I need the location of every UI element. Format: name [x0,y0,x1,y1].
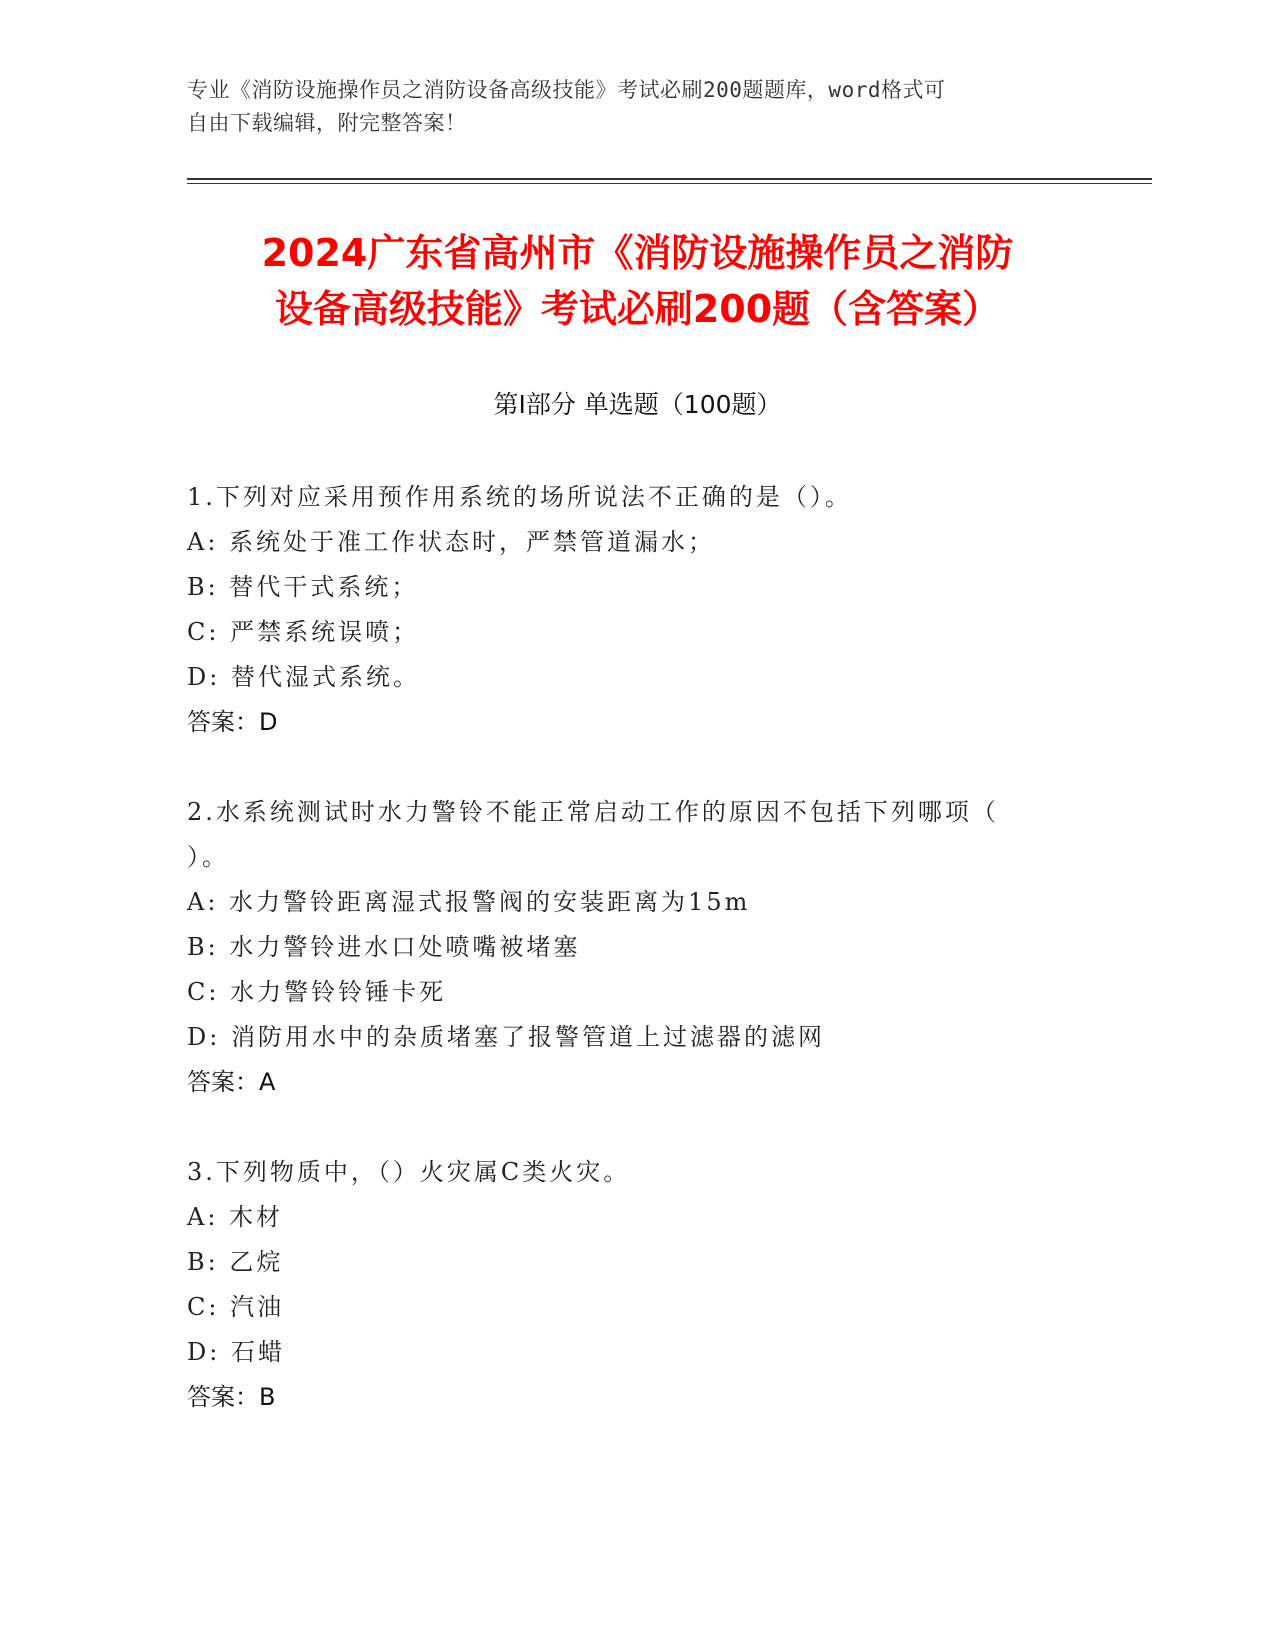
question-stem: 3.下列物质中，（）火灾属C类火灾。 [187,1158,631,1186]
answer: 答案：B [187,1383,276,1411]
question-1 [187,475,1087,745]
question-list [187,475,1087,1465]
document-title-line-2: 设备高级技能》考试必刷200题（含答案） [274,287,1001,331]
question-stem-continued: ）。 [187,843,229,871]
option-b: B: 水力警铃进水口处喷嘴被堵塞 [187,933,581,961]
question-3 [187,1150,1087,1420]
question-stem: 1.下列对应采用预作用系统的场所说法不正确的是（）。 [187,483,852,511]
option-d: D: 消防用水中的杂质堵塞了报警管道上过滤器的滤网 [187,1023,825,1051]
section-title: 第Ⅰ部分 单选题（100题） [493,390,782,419]
option-d: D: 替代湿式系统。 [187,663,420,691]
option-c: C: 汽油 [187,1293,285,1321]
option-a: A: 木材 [187,1203,284,1231]
option-b: B: 替代干式系统； [187,573,419,601]
document-title [150,225,1125,337]
option-a: A: 水力警铃距离湿式报警阀的安装距离为15m [187,888,751,916]
question-stem: 2.水系统测试时水力警铃不能正常启动工作的原因不包括下列哪项（ [187,798,999,826]
option-d: D: 石蜡 [187,1338,285,1366]
answer: 答案：D [187,708,278,736]
header-note [187,74,1087,140]
option-c: C: 水力警铃铃锤卡死 [187,978,447,1006]
header-rule-thin [187,183,1152,184]
header-rule-thick [187,178,1152,180]
answer: 答案：A [187,1068,276,1096]
document-title-line-1: 2024广东省高州市《消防设施操作员之消防 [261,231,1014,275]
header-note-line-2: 自由下载编辑，附完整答案！ [187,111,467,135]
option-a: A: 系统处于准工作状态时，严禁管道漏水； [187,528,716,556]
header-note-line-1: 专业《消防设施操作员之消防设备高级技能》考试必刷200题题库，word格式可 [187,78,946,102]
option-b: B: 乙烷 [187,1248,284,1276]
option-c: C: 严禁系统误喷； [187,618,420,646]
question-2 [187,790,1087,1105]
